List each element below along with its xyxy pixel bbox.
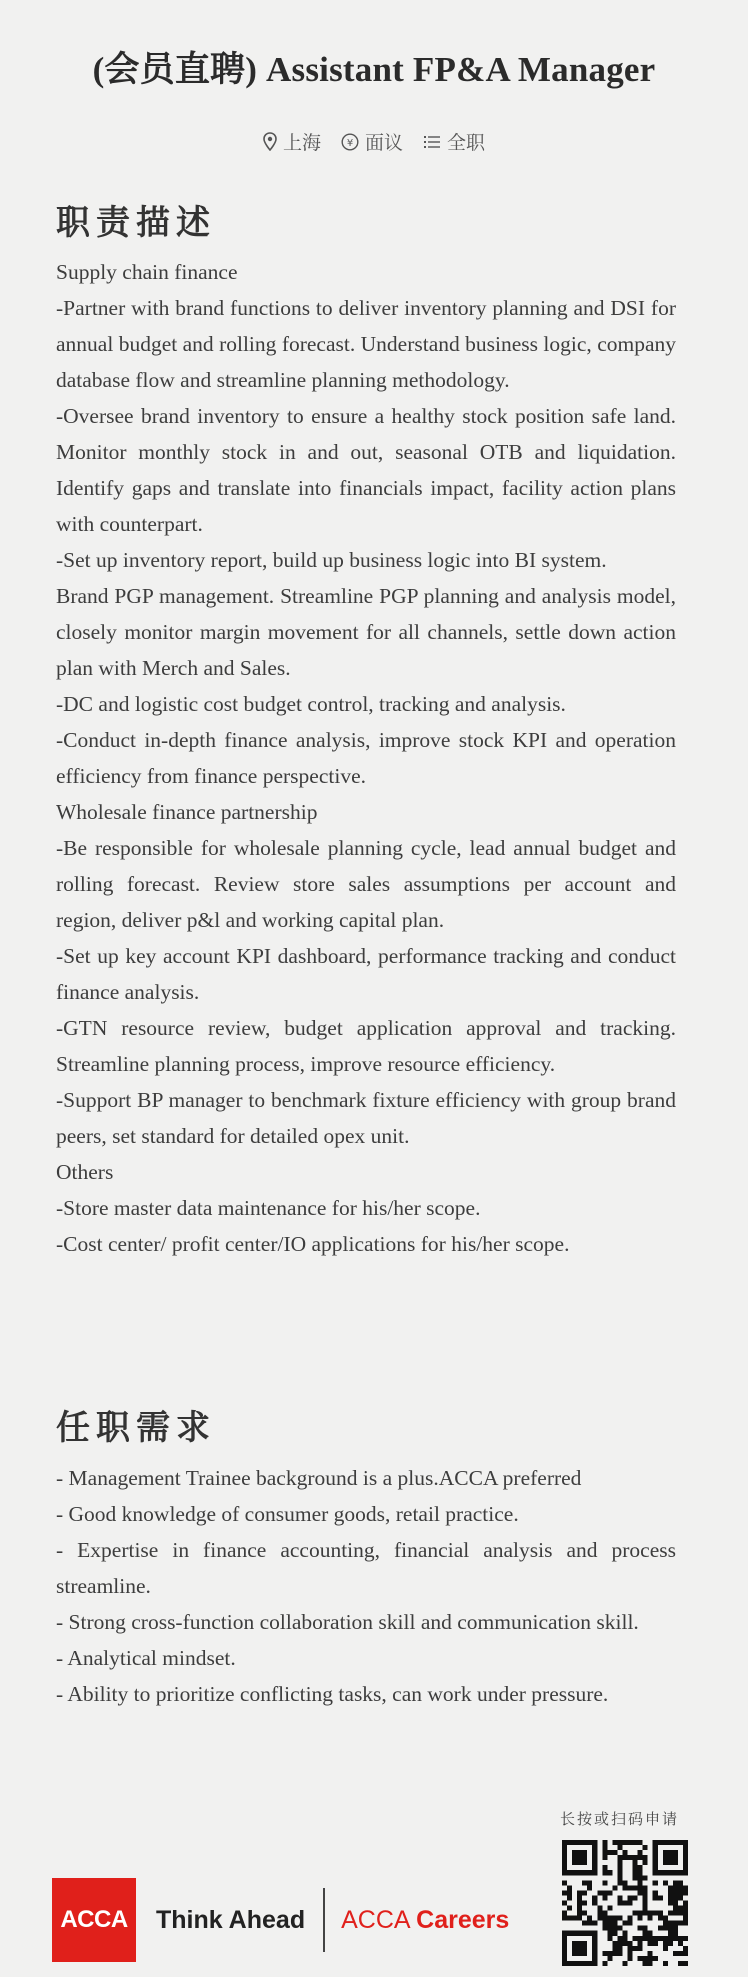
responsibility-paragraph: -Partner with brand functions to deliver inventory planning and DSI for annual budget and rolling forecast. Understand business logic, company database flow and streamline planning methodology.: [56, 296, 676, 392]
responsibility-paragraph: -GTN resource review, budget application approval and tracking. Streamline planning process, improve resource efficiency.: [56, 1016, 676, 1076]
requirement-paragraph: - Strong cross-function collaboration skill and communication skill.: [56, 1610, 639, 1634]
svg-text:¥: ¥: [346, 137, 354, 149]
type-text: 全职: [447, 132, 486, 154]
page-title: (会员直聘) Assistant FP&A Manager: [92, 50, 656, 89]
location-pin-icon: [263, 132, 277, 151]
location-text: 上海: [282, 132, 321, 154]
careers-text: [341, 1906, 509, 1935]
requirements-body: [56, 1460, 676, 1712]
footer-brand: [52, 1878, 509, 1962]
responsibility-paragraph: Wholesale finance partnership: [56, 800, 318, 824]
requirement-paragraph: - Expertise in finance accounting, financial analysis and process streamline.: [56, 1538, 676, 1598]
responsibility-paragraph: -Store master data maintenance for his/her scope.: [56, 1196, 481, 1220]
responsibility-paragraph: -Conduct in-depth finance analysis, improve stock KPI and operation efficiency from finance perspective.: [56, 728, 676, 788]
requirement-paragraph: - Ability to prioritize conflicting tasks, can work under pressure.: [56, 1682, 609, 1706]
responsibility-paragraph: -Be responsible for wholesale planning cycle, lead annual budget and rolling forecast. Review store sales assumptions per account and region, deliver p&l and working capital plan.: [56, 836, 676, 932]
responsibilities-body: [56, 254, 676, 1262]
responsibility-paragraph: -Set up inventory report, build up business logic into BI system.: [56, 548, 607, 572]
requirement-paragraph: - Management Trainee background is a plus.ACCA preferred: [56, 1466, 582, 1490]
responsibility-paragraph: -DC and logistic cost budget control, tracking and analysis.: [56, 692, 566, 716]
qr-code-icon[interactable]: [562, 1840, 688, 1966]
careers-suffix: Careers: [416, 1905, 510, 1934]
acca-logo: ACCA: [52, 1878, 136, 1962]
responsibility-paragraph: -Set up key account KPI dashboard, performance tracking and conduct finance analysis.: [56, 944, 676, 1004]
responsibility-paragraph: Supply chain finance: [56, 260, 238, 284]
responsibility-paragraph: -Oversee brand inventory to ensure a healthy stock position safe land. Monitor monthly stock in and out, seasonal OTB and liquidation. Identify gaps and translate into financials impact, facility action plans with counterpart.: [56, 404, 676, 536]
responsibility-paragraph: Others: [56, 1160, 114, 1184]
responsibility-paragraph: Brand PGP management. Streamline PGP planning and analysis model, closely monitor margin movement for all channels, settle down action plan with Merch and Sales.: [56, 584, 676, 680]
requirement-paragraph: - Good knowledge of consumer goods, retail practice.: [56, 1502, 519, 1526]
careers-prefix: ACCA: [341, 1905, 410, 1934]
meta-location: [263, 128, 321, 155]
list-icon: [423, 134, 441, 150]
salary-text: 面议: [364, 132, 403, 154]
job-meta: [0, 128, 748, 155]
meta-type: [423, 128, 485, 155]
responsibility-paragraph: -Support BP manager to benchmark fixture efficiency with group brand peers, set standard for detailed opex unit.: [56, 1088, 676, 1148]
tagline: Think Ahead: [156, 1905, 306, 1934]
requirement-paragraph: - Analytical mindset.: [56, 1646, 236, 1670]
requirements-heading: 任职需求: [56, 1408, 216, 1448]
responsibilities-heading: 职责描述: [56, 203, 216, 243]
responsibility-paragraph: -Cost center/ profit center/IO applications for his/her scope.: [56, 1232, 570, 1256]
yen-circle-icon: [341, 133, 359, 151]
qr-label: 长按或扫码申请: [560, 1810, 680, 1828]
footer-divider: [323, 1888, 325, 1952]
meta-salary: [341, 128, 403, 155]
